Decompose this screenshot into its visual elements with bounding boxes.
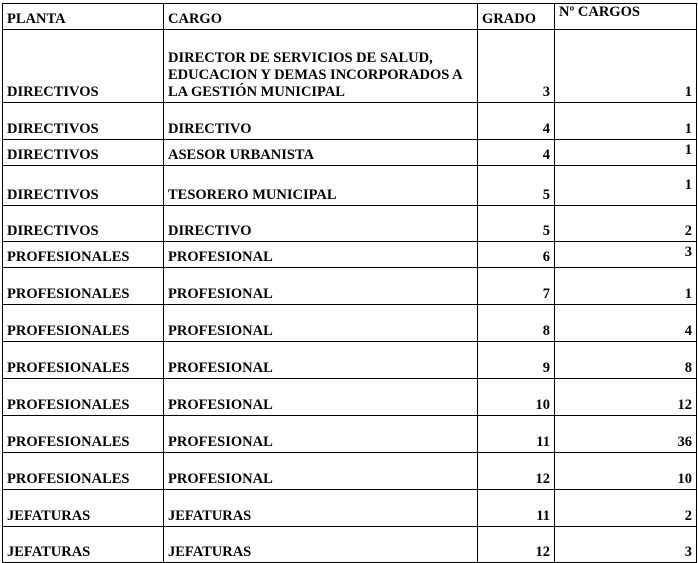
cell-grado: 8 <box>478 305 555 342</box>
cell-cargo: PROFESIONAL <box>164 242 478 268</box>
cell-ncargos: 1 <box>555 103 697 140</box>
cell-ncargos: 1 <box>555 268 697 305</box>
cell-grado: 7 <box>478 268 555 305</box>
table-row <box>3 206 697 242</box>
cell-grado: 6 <box>478 242 555 268</box>
cell-planta: PROFESIONALES <box>3 379 164 416</box>
table-row <box>3 453 697 490</box>
cell-planta: PROFESIONALES <box>3 416 164 453</box>
cell-ncargos: 1 <box>555 166 697 206</box>
cell-cargo: TESORERO MUNICIPAL <box>164 166 478 206</box>
table-row <box>3 30 697 103</box>
table-row <box>3 527 697 563</box>
cell-ncargos: 2 <box>555 490 697 527</box>
cell-cargo: PROFESIONAL <box>164 342 478 379</box>
cell-ncargos: 8 <box>555 342 697 379</box>
cell-grado: 12 <box>478 453 555 490</box>
header-ncargos: Nº CARGOS <box>555 4 697 30</box>
cell-grado: 9 <box>478 342 555 379</box>
cell-ncargos: 3 <box>555 242 697 268</box>
cell-cargo: JEFATURAS <box>164 527 478 563</box>
cell-grado: 3 <box>478 30 555 103</box>
cell-cargo: PROFESIONAL <box>164 268 478 305</box>
cell-grado: 10 <box>478 379 555 416</box>
cell-cargo: PROFESIONAL <box>164 453 478 490</box>
cell-planta: PROFESIONALES <box>3 453 164 490</box>
cell-cargo: PROFESIONAL <box>164 416 478 453</box>
cell-ncargos: 12 <box>555 379 697 416</box>
cell-ncargos: 10 <box>555 453 697 490</box>
table-row <box>3 268 697 305</box>
cell-ncargos: 36 <box>555 416 697 453</box>
cell-planta: PROFESIONALES <box>3 268 164 305</box>
table-row <box>3 166 697 206</box>
cell-grado: 4 <box>478 140 555 166</box>
header-cargo: CARGO <box>164 4 478 30</box>
cell-ncargos: 1 <box>555 30 697 103</box>
cell-ncargos: 1 <box>555 140 697 166</box>
cell-planta: JEFATURAS <box>3 527 164 563</box>
cell-grado: 5 <box>478 206 555 242</box>
cell-cargo: PROFESIONAL <box>164 305 478 342</box>
cell-planta: PROFESIONALES <box>3 242 164 268</box>
cell-grado: 11 <box>478 416 555 453</box>
cell-ncargos: 3 <box>555 527 697 563</box>
cell-grado: 11 <box>478 490 555 527</box>
cell-planta: JEFATURAS <box>3 490 164 527</box>
cargos-table <box>2 3 697 563</box>
cell-cargo: DIRECTIVO <box>164 206 478 242</box>
header-grado: GRADO <box>478 4 555 30</box>
cell-cargo: PROFESIONAL <box>164 379 478 416</box>
table-row <box>3 379 697 416</box>
table-row <box>3 103 697 140</box>
cell-ncargos: 2 <box>555 206 697 242</box>
cell-planta: DIRECTIVOS <box>3 103 164 140</box>
table-row <box>3 140 697 166</box>
cell-grado: 5 <box>478 166 555 206</box>
cell-planta: DIRECTIVOS <box>3 206 164 242</box>
table-row <box>3 416 697 453</box>
table-row <box>3 342 697 379</box>
cell-planta: PROFESIONALES <box>3 342 164 379</box>
cell-planta: PROFESIONALES <box>3 305 164 342</box>
table-row <box>3 242 697 268</box>
cell-cargo: DIRECTIVO <box>164 103 478 140</box>
cell-cargo: ASESOR URBANISTA <box>164 140 478 166</box>
cell-cargo: JEFATURAS <box>164 490 478 527</box>
header-row <box>3 4 697 30</box>
cell-grado: 12 <box>478 527 555 563</box>
header-planta: PLANTA <box>3 4 164 30</box>
cell-planta: DIRECTIVOS <box>3 140 164 166</box>
table-row <box>3 305 697 342</box>
cell-cargo: DIRECTOR DE SERVICIOS DE SALUD, EDUCACION Y DEMAS INCORPORADOS A LA GESTIÓN MUNICIPAL <box>164 30 478 103</box>
cell-grado: 4 <box>478 103 555 140</box>
table-row <box>3 490 697 527</box>
cell-planta: DIRECTIVOS <box>3 166 164 206</box>
cell-ncargos: 4 <box>555 305 697 342</box>
cell-planta: DIRECTIVOS <box>3 30 164 103</box>
